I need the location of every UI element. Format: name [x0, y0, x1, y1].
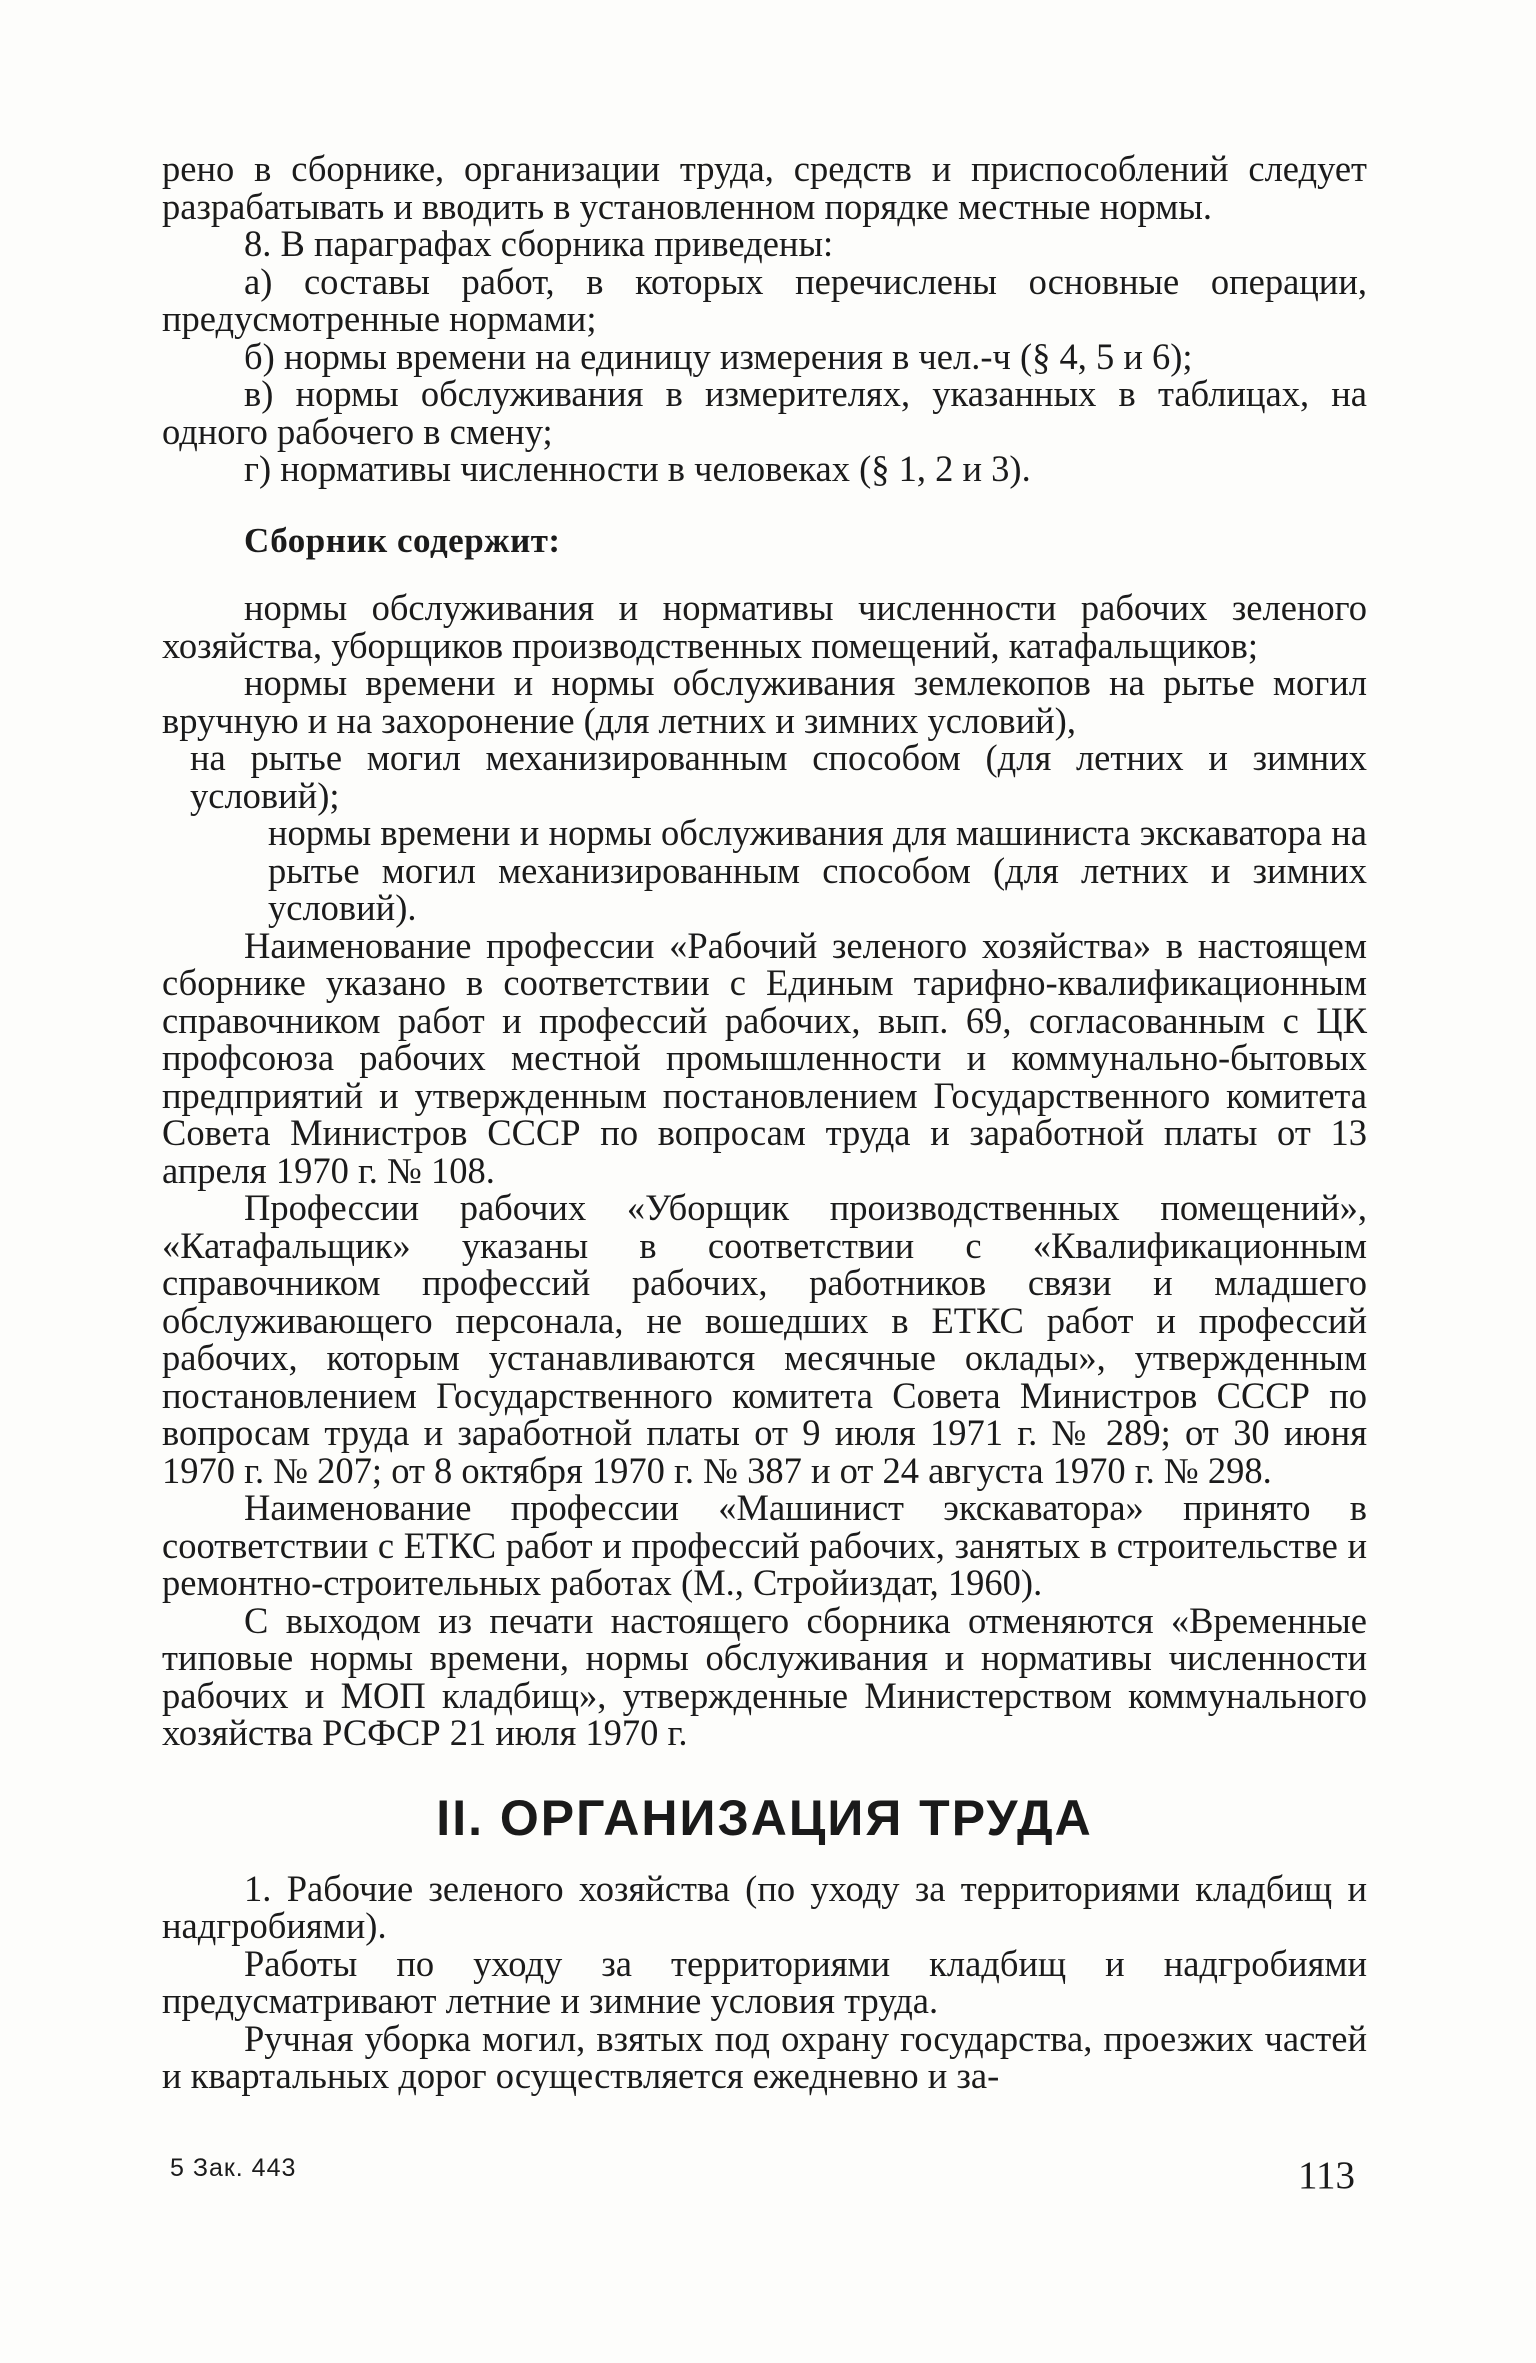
list-item-v: в) нормы обслуживания в измерителях, указанных в таблицах, на одного рабочего в смену; [162, 373, 1367, 452]
list-item-a: а) составы работ, в которых перечислены основные операции, предусмотренные нормами; [162, 260, 1367, 339]
page-number: 113 [1298, 2154, 1356, 2197]
paragraph-continuation: рено в сборнике, организации труда, средств и приспособлений следует разрабатывать и вводить в установленном порядке местные нормы. [162, 148, 1367, 227]
paragraph-profession-cleaner: Профессии рабочих «Уборщик производственных помещений», «Катафальщик» указаны в соответствии с «Квалификационным справочником профессий рабочих, работников связи и младшего обслуживающего персонала, не вошедших в ЕТКС работ и профессий рабочих, которым устанавливаются месячные оклады», утвержденным постановлением Государственного комитета Совета Министров СССР по вопросам труда и заработной платы от 9 июля 1971 г. № 289; от 30 июня 1970 г. № 207; от 8 октября 1970 г. № 387 и от 24 августа 1970 г. № 298. [162, 1187, 1367, 1491]
body-text [162, 150, 1367, 2095]
contents-item-1: нормы обслуживания и нормативы численности рабочих зеленого хозяйства, уборщиков производственных помещений, катафальщиков; [162, 587, 1367, 666]
contents-item-2-continued: на рытье могил механизированным способом (для летних и зимних условий); [190, 737, 1367, 816]
contents-item-2: нормы времени и нормы обслуживания землекопов на рытье могил вручную и на захоронение (для летних и зимних условий), [162, 662, 1367, 741]
paragraph-profession-green: Наименование профессии «Рабочий зеленого хозяйства» в настоящем сборнике указано в соответствии с Единым тарифно-квалификационным справочником работ и профессий рабочих, вып. 69, согласованным с ЦК профсоюза рабочих местной промышленности и коммунально-бытовых предприятий и утвержденным постановлением Государственного комитета Совета Министров СССР по вопросам труда и заработной платы от 13 апреля 1970 г. № 108. [162, 924, 1367, 1191]
list-item-g: г) нормативы численности в человеках (§ 1, 2 и 3). [244, 448, 1031, 489]
order-code: 5 Зак. 443 [170, 2154, 297, 2182]
paragraph-profession-excavator: Наименование профессии «Машинист экскаватора» принято в соответствии с ЕТКС работ и профессий рабочих, занятых в строительстве и ремонтно-строительных работах (М., Стройиздат, 1960). [162, 1487, 1367, 1603]
contents-item-3: нормы времени и нормы обслуживания для машиниста экскаватора на рытье могил механизированным способом (для летних и зимних условий). [268, 812, 1367, 928]
paragraph-work-conditions: Работы по уходу за территориями кладбищ и надгробиями предусматривают летние и зимние условия труда. [162, 1942, 1367, 2021]
paragraph-cancellation: С выходом из печати настоящего сборника отменяются «Временные типовые нормы времени, нормы обслуживания и нормативы численности рабочих и МОП кладбищ», утвержденные Министерством коммунального хозяйства РСФСР 21 июля 1970 г. [162, 1599, 1367, 1753]
contents-subheading: Сборник содержит: [244, 520, 561, 560]
paragraph-section-item-1: 1. Рабочие зеленого хозяйства (по уходу за территориями кладбищ и надгробиями). [162, 1867, 1367, 1946]
paragraph-item-8: 8. В параграфах сборника приведены: [244, 223, 834, 264]
section-title: II. ОРГАНИЗАЦИЯ ТРУДА [436, 1789, 1093, 1846]
paragraph-manual-cleaning: Ручная уборка могил, взятых под охрану государства, проезжих частей и квартальных дорог осуществляется ежедневно и за- [162, 2017, 1367, 2096]
list-item-b: б) нормы времени на единицу измерения в чел.-ч (§ 4, 5 и 6); [244, 335, 1193, 377]
